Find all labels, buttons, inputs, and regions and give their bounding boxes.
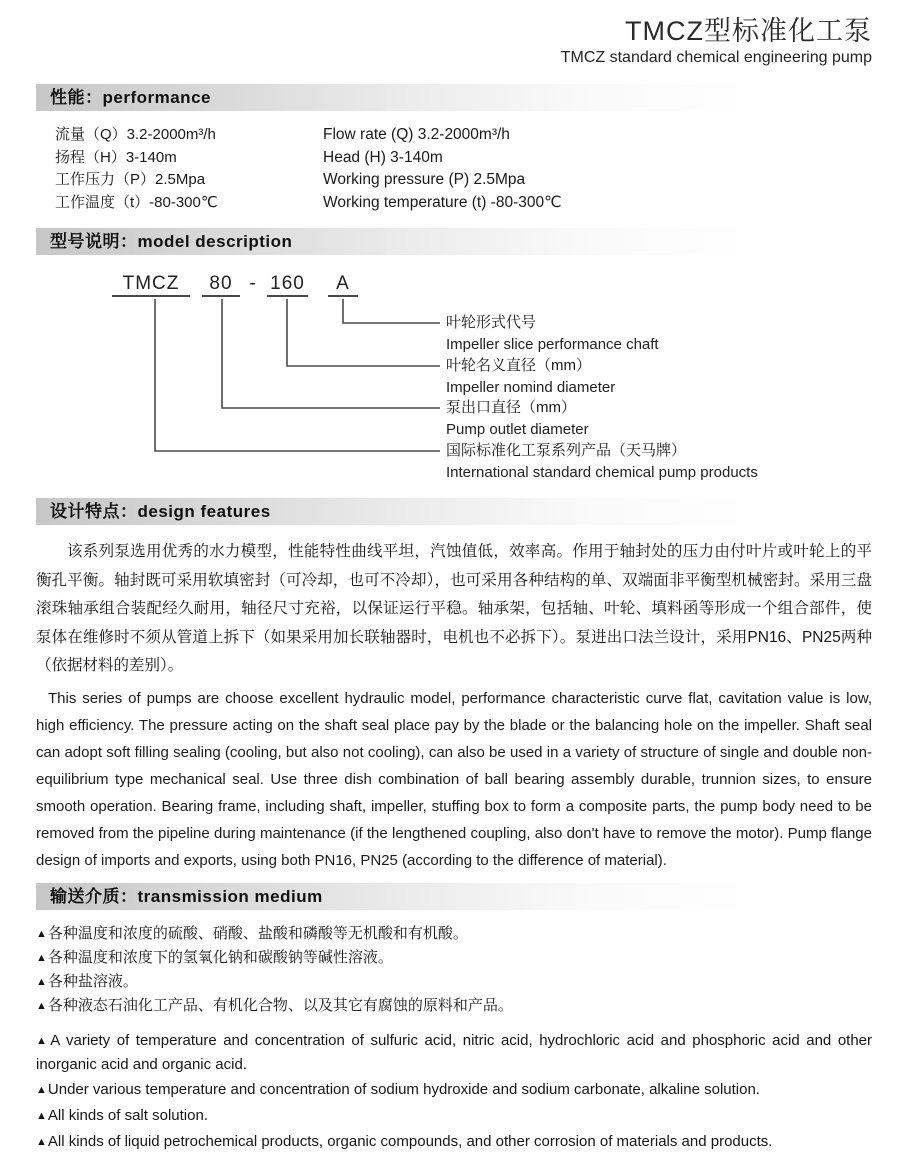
medium-item-cn <box>36 994 872 1018</box>
section-header-performance: 性能：performance <box>36 84 872 111</box>
model-code-dash: - <box>249 273 257 294</box>
section-header-transmission-medium: 输送介质：transmission medium <box>36 883 872 910</box>
model-label-impeller-type-cn: 叶轮形式代号 <box>446 314 537 331</box>
spec-line-flow-cn: 流量（Q）3.2-2000m³/h <box>55 126 216 143</box>
medium-item-text: 各种盐溶液。 <box>47 972 138 990</box>
triangle-bullet-icon: ▲ <box>36 927 47 940</box>
triangle-bullet-icon: ▲ <box>36 1034 50 1047</box>
spec-line-pressure-cn: 工作压力（P）2.5Mpa <box>55 171 206 188</box>
model-code-outlet: 80 <box>202 273 240 297</box>
medium-item-text: All kinds of salt solution. <box>47 1106 208 1124</box>
model-label-outlet-diameter-cn: 泵出口直径（mm） <box>446 399 576 416</box>
medium-item-text: All kinds of liquid petrochemical products, organic compounds, and other corrosion of materials and products. <box>47 1132 773 1150</box>
model-label-impeller-type <box>446 312 659 355</box>
model-label-series-product-en: International standard chemical pump products <box>446 464 758 481</box>
model-label-impeller-diameter <box>446 355 615 398</box>
section-header-model-description: 型号说明：model description <box>36 228 872 255</box>
model-code-diameter: 160 <box>267 273 308 297</box>
spec-line-temperature-cn: 工作温度（t）-80-300℃ <box>55 193 218 211</box>
model-label-impeller-type-en: Impeller slice performance chaft <box>446 336 659 353</box>
triangle-bullet-icon: ▲ <box>36 1135 47 1148</box>
model-code-impeller: A <box>328 273 358 297</box>
model-label-impeller-diameter-cn: 叶轮名义直径（mm） <box>446 357 591 374</box>
medium-item-text: 各种温度和浓度下的氢氧化钠和碳酸钠等碱性溶液。 <box>47 948 393 966</box>
triangle-bullet-icon: ▲ <box>36 975 47 988</box>
design-features-paragraph-cn: 该系列泵选用优秀的水力模型，性能特性曲线平坦，汽蚀值低，效率高。作用于轴封处的压力由付叶片或叶轮上的平衡孔平衡。轴封既可采用软填密封（可冷却，也可不冷却），也可采用各种结构的单、双端面非平衡型机械密封。采用三盘滚珠轴承组合装配经久耐用，轴径尺寸充裕，以保证运行平稳。轴承架，包括轴、叶轮、填料函等形成一个组合部件，使泵体在维修时不须从管道上拆下（如果采用加长联轴器时，电机也不必拆下）。泵进出口法兰设计，采用PN16、PN25两种（依据材料的差别）。 <box>36 543 872 674</box>
spec-line-head-en: Head (H) 3-140m <box>323 148 443 166</box>
triangle-bullet-icon: ▲ <box>36 951 47 964</box>
model-label-outlet-diameter <box>446 397 589 440</box>
model-label-series-product-cn: 国际标准化工泵系列产品（天马牌） <box>446 442 687 459</box>
triangle-bullet-icon: ▲ <box>36 999 47 1012</box>
medium-item-text: 各种温度和浓度的硫酸、硝酸、盐酸和磷酸等无机酸和有机酸。 <box>47 924 468 942</box>
medium-item-text: Under various temperature and concentration of sodium hydroxide and sodium carbonate, alkaline solution. <box>47 1080 760 1098</box>
medium-item-cn <box>36 922 872 946</box>
medium-item-cn <box>36 946 872 970</box>
performance-specs <box>36 124 872 214</box>
design-features-paragraph-en: This series of pumps are choose excellent hydraulic model, performance characteristic curve flat, cavitation value is low, high efficiency. The pressure acting on the shaft seal place pay by the blade or the balancing hole on the impeller. Shaft seal can adopt soft filling sealing (cooling, but also not cooling), can also be used in a variety of structure of single and double non-equilibrium type mechanical seal. Use three dish combination of ball bearing assembly durable, trunnion sizes, to ensure smooth operation. Bearing frame, including shaft, impeller, stuffing box to form a composite parts, the pump body need to be removed from the pipeline during maintenance (if the lengthened coupling, also don't have to remove the motor). Pump flange design of imports and exports, using both PN16, PN25 (according to the difference of material). <box>36 689 872 869</box>
triangle-bullet-icon: ▲ <box>36 1083 47 1096</box>
model-code-series: TMCZ <box>112 273 190 297</box>
medium-item-text: A variety of temperature and concentration of sulfuric acid, nitric acid, hydrochloric acid and phosphoric acid and other inorganic acid and organic acid. <box>36 1031 873 1073</box>
medium-item-en <box>36 1029 872 1076</box>
model-label-series-product <box>446 440 758 483</box>
medium-item-en <box>36 1104 872 1128</box>
section-header-design-features: 设计特点：design features <box>36 498 872 525</box>
model-label-outlet-diameter-en: Pump outlet diameter <box>446 421 589 438</box>
title-block <box>36 16 872 68</box>
medium-item-text: 各种液态石油化工产品、有机化合物、以及其它有腐蚀的原料和产品。 <box>47 996 513 1014</box>
medium-item-cn <box>36 970 872 994</box>
spec-line-pressure-en: Working pressure (P) 2.5Mpa <box>323 171 526 188</box>
medium-item-en <box>36 1078 872 1102</box>
medium-list-en <box>36 1029 872 1154</box>
performance-specs-cn <box>55 124 323 214</box>
model-code-diagram <box>36 273 872 498</box>
spec-line-head-cn: 扬程（H）3-140m <box>55 148 177 166</box>
document-title-en: TMCZ standard chemical engineering pump <box>560 49 872 66</box>
medium-item-en <box>36 1130 872 1154</box>
spec-line-temperature-en: Working temperature (t) -80-300℃ <box>323 193 562 211</box>
model-label-impeller-diameter-en: Impeller nomind diameter <box>446 379 616 396</box>
medium-list-cn <box>36 922 872 1018</box>
document-title-cn: TMCZ型标准化工泵 <box>625 16 872 46</box>
performance-specs-en <box>323 124 872 214</box>
triangle-bullet-icon: ▲ <box>36 1109 47 1122</box>
spec-line-flow-en: Flow rate (Q) 3.2-2000m³/h <box>323 126 510 143</box>
